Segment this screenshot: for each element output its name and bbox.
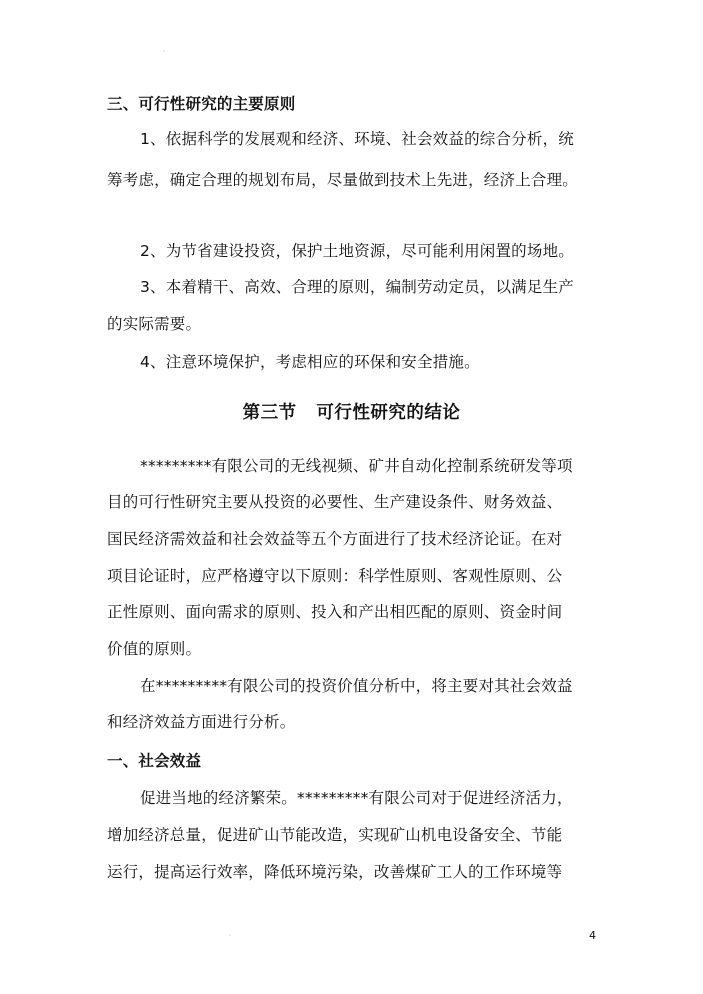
- scan-speck: [229, 934, 231, 936]
- principle-4: 4、注意环境保护，考虑相应的环保和安全措施。: [140, 353, 480, 371]
- conclusion-line-2: 目的可行性研究主要从投资的必要性、生产建设条件、财务效益、: [107, 493, 563, 511]
- conclusion-line-4: 项目论证时，应严格遵守以下原则：科学性原则、客观性原则、公: [107, 567, 563, 585]
- social-line-1: 促进当地的经济繁荣。*********有限公司对于促进经济活力，: [140, 789, 573, 807]
- social-line-3: 运行，提高运行效率，降低环境污染，改善煤矿工人的工作环境等: [107, 863, 563, 881]
- heading-social-benefit: 一、社会效益: [107, 752, 202, 770]
- analysis-line-1: 在*********有限公司的投资价值分析中，将主要对其社会效益: [140, 677, 573, 695]
- principle-3-line-2: 的实际需要。: [107, 315, 202, 333]
- conclusion-line-1: *********有限公司的无线视频、矿井自动化控制系统研发等项: [140, 457, 573, 475]
- principle-1-line-1: 1、依据科学的发展观和经济、环境、社会效益的综合分析，统: [140, 130, 574, 148]
- conclusion-line-6: 价值的原则。: [107, 640, 202, 658]
- heading-principles: 三、可行性研究的主要原则: [107, 95, 296, 113]
- analysis-line-2: 和经济效益方面进行分析。: [107, 713, 296, 731]
- principle-1-line-2: 筹考虑，确定合理的规划布局，尽量做到技术上先进，经济上合理。: [107, 171, 579, 189]
- scan-speck: [163, 50, 165, 52]
- conclusion-line-3: 国民经济需效益和社会效益等五个方面进行了技术经济论证。在对: [107, 530, 563, 548]
- principle-3-line-1: 3、本着精干、高效、合理的原则，编制劳动定员，以满足生产: [140, 278, 574, 296]
- section-title: 第三节 可行性研究的结论: [242, 403, 461, 423]
- social-line-2: 增加经济总量，促进矿山节能改造，实现矿山机电设备安全、节能: [107, 826, 563, 844]
- page-number: 4: [589, 929, 596, 942]
- conclusion-line-5: 正性原则、面向需求的原则、投入和产出相匹配的原则、资金时间: [107, 603, 563, 621]
- principle-2: 2、为节省建设投资，保护土地资源，尽可能利用闲置的场地。: [140, 242, 574, 260]
